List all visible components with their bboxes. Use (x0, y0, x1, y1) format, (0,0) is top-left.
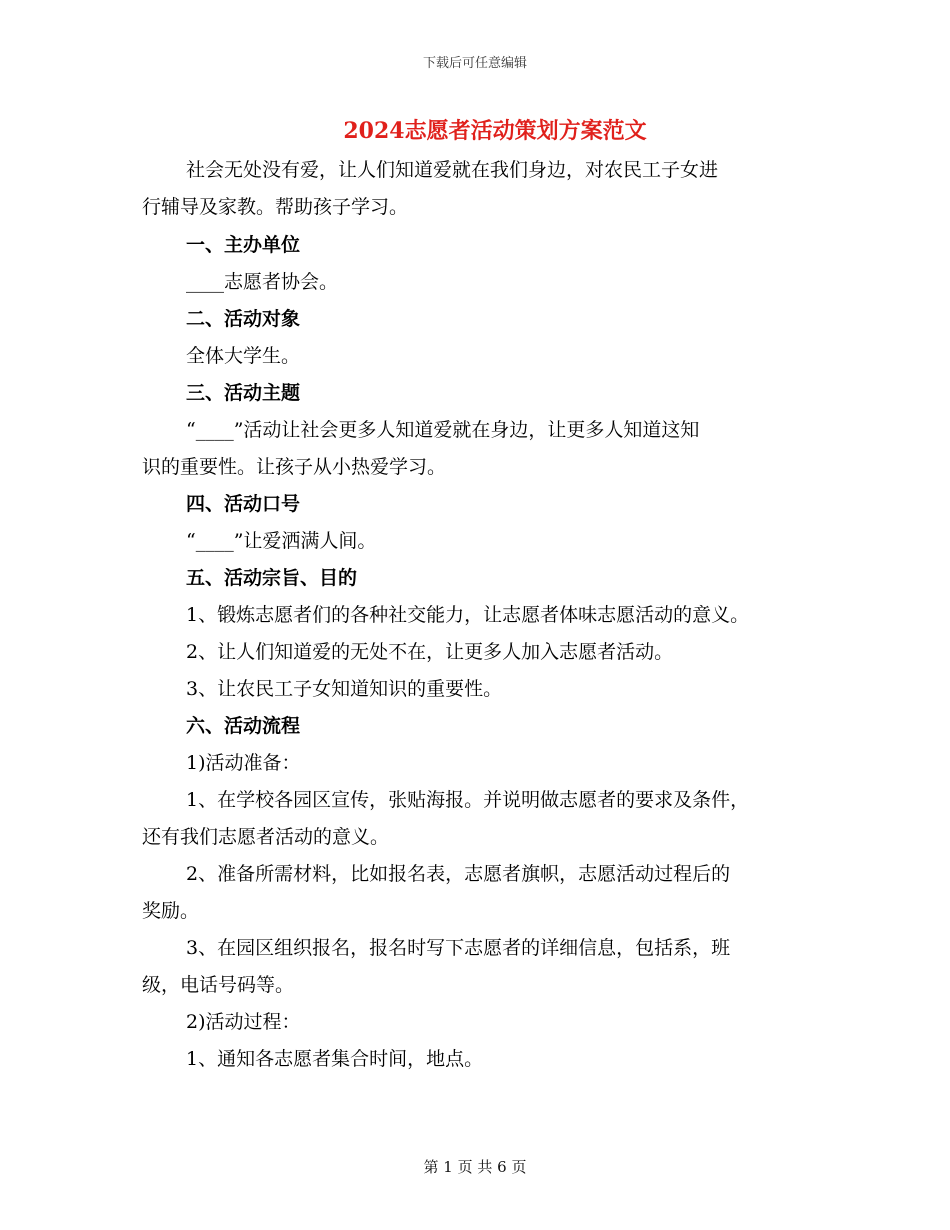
intro-line-2: 行辅导及家教。帮助孩子学习。 (142, 196, 409, 218)
prep-item-line-2: 级，电话号码等。 (142, 974, 295, 996)
section-heading-process: 六、活动流程 (186, 715, 301, 737)
purpose-item: 1、锻炼志愿者们的各种社交能力，让志愿者体味志愿活动的意义。 (186, 604, 750, 626)
section-heading-slogan: 四、活动口号 (186, 493, 301, 515)
prep-item-line-2: 还有我们志愿者活动的意义。 (142, 826, 390, 848)
purpose-item: 3、让农民工子女知道知识的重要性。 (186, 678, 503, 700)
intro-line-1: 社会无处没有爱，让人们知道爱就在我们身边，对农民工子女进 (186, 159, 719, 181)
section-heading-purpose: 五、活动宗旨、目的 (186, 567, 358, 589)
document-title: 2024志愿者活动策划方案范文 (343, 118, 647, 144)
section-body-theme-line-2: 识的重要性。让孩子从小热爱学习。 (142, 456, 447, 478)
section-body-audience: 全体大学生。 (186, 345, 301, 367)
section-body-slogan: “____”让爱洒满人间。 (186, 530, 377, 552)
prep-item-line-1: 1、在学校各园区宣传，张贴海报。并说明做志愿者的要求及条件， (186, 789, 750, 811)
prep-item-line-1: 2、准备所需材料，比如报名表，志愿者旗帜，志愿活动过程后的 (186, 863, 731, 885)
process-item: 1、通知各志愿者集合时间，地点。 (186, 1048, 484, 1070)
prep-label: 1)活动准备： (186, 752, 301, 774)
purpose-item: 2、让人们知道爱的无处不在，让更多人加入志愿者活动。 (186, 641, 674, 663)
prep-item-line-1: 3、在园区组织报名，报名时写下志愿者的详细信息，包括系，班 (186, 937, 731, 959)
section-heading-organizer: 一、主办单位 (186, 234, 301, 256)
prep-item-line-2: 奖励。 (142, 900, 200, 922)
section-body-theme-line-1: “____”活动让社会更多人知道爱就在身边，让更多人知道这知 (186, 419, 700, 441)
section-heading-audience: 二、活动对象 (186, 308, 301, 330)
header-note: 下载后可任意编辑 (422, 56, 527, 71)
page-footer: 第 1 页 共 6 页 (423, 1158, 527, 1176)
process-label: 2)活动过程： (186, 1011, 301, 1033)
section-body-organizer: ____志愿者协会。 (186, 271, 339, 293)
section-heading-theme: 三、活动主题 (186, 382, 301, 404)
